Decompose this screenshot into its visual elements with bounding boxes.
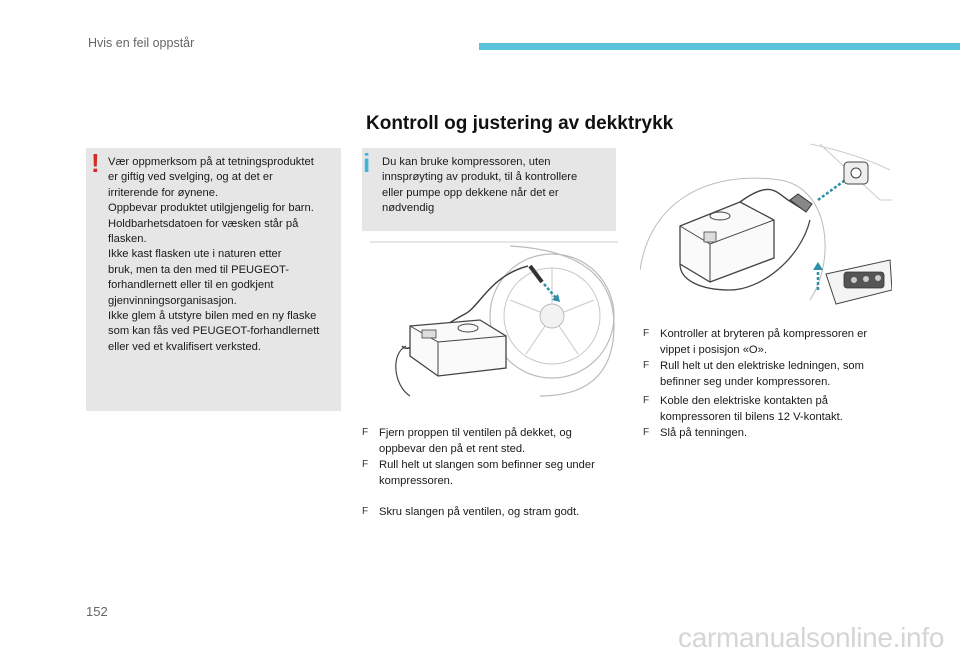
warning-line: som kan fås ved PEUGEOT-forhandlernett [108, 325, 320, 338]
compressor-socket-illustration [640, 140, 892, 310]
warning-line: Oppbevar produktet utilgjengelig for barn. [108, 202, 314, 215]
page-number: 152 [86, 604, 108, 619]
bullet-icon: F [362, 427, 369, 438]
bullet-icon: F [362, 506, 369, 517]
info-text [382, 155, 612, 217]
bullet-icon: F [643, 427, 650, 438]
page-title: Kontroll og justering av dekktrykk [366, 113, 674, 134]
step-line: kompressoren til bilens 12 V-kontakt. [660, 411, 843, 423]
step-line: oppbevar den på et rent sted. [379, 443, 526, 455]
step-line: Fjern proppen til ventilen på dekket, og [379, 427, 572, 439]
step-unroll-hose [362, 457, 595, 489]
warning-line: bruk, men ta den med til PEUGEOT- [108, 263, 289, 276]
step-line: Kontroller at bryteren på kompressoren er [660, 328, 868, 340]
step-line: vippet i posisjon «O». [660, 344, 767, 356]
warning-line: Vær oppmerksom på at tetningsproduktet [108, 156, 314, 168]
compressor-tyre-illustration [370, 236, 618, 406]
info-line: eller pumpe opp dekkene når det er [382, 186, 559, 199]
step-line: kompressoren. [379, 475, 453, 487]
watermark-url[interactable]: carmanualsonline.info [678, 622, 945, 653]
warning-line: gjenvinningsorganisasjon. [108, 294, 237, 307]
bullet-icon: F [362, 459, 369, 470]
step-line: befinner seg under kompressoren. [660, 376, 831, 388]
step-line: Rull helt ut den elektriske ledningen, som [660, 360, 864, 372]
bullet-icon: F [643, 328, 650, 339]
step-connect-plug [643, 393, 843, 425]
warning-line: irriterende for øynene. [108, 186, 219, 199]
warning-line: Ikke kast flasken ute i naturen etter [108, 248, 282, 261]
step-unroll-cable [643, 358, 864, 390]
bullet-icon: F [643, 395, 650, 406]
info-line: Du kan bruke kompressoren, uten [382, 156, 551, 168]
step-ignition-on [643, 425, 747, 441]
step-line: Rull helt ut slangen som befinner seg under [379, 459, 595, 471]
bullet-icon: F [643, 360, 650, 371]
section-header: Hvis en feil oppstår [88, 36, 195, 50]
warning-line: eller ved et kvalifisert verksted. [108, 340, 261, 353]
step-line: Koble den elektriske kontakten på [660, 395, 828, 407]
warning-line: Ikke glem å utstyre bilen med en ny flaske [108, 310, 317, 323]
step-check-switch [643, 326, 867, 358]
warning-line: forhandlernett eller til en godkjent [108, 279, 274, 292]
header-accent-bar [479, 43, 960, 50]
warning-text [108, 155, 340, 355]
info-line: innsprøyting av produkt, til å kontrollere [382, 171, 578, 184]
info-icon: i [363, 148, 371, 178]
info-line: nødvendig [382, 202, 435, 215]
step-screw-hose [362, 504, 579, 520]
step-remove-valve-cap [362, 425, 572, 457]
warning-icon: ! [91, 148, 100, 178]
step-line: Skru slangen på ventilen, og stram godt. [379, 506, 580, 518]
step-line: Slå på tenningen. [660, 427, 748, 439]
warning-line: Holdbarhetsdatoen for væsken står på [108, 217, 299, 230]
warning-line: er giftig ved svelging, og at det er [108, 171, 273, 184]
warning-line: flasken. [108, 233, 147, 246]
